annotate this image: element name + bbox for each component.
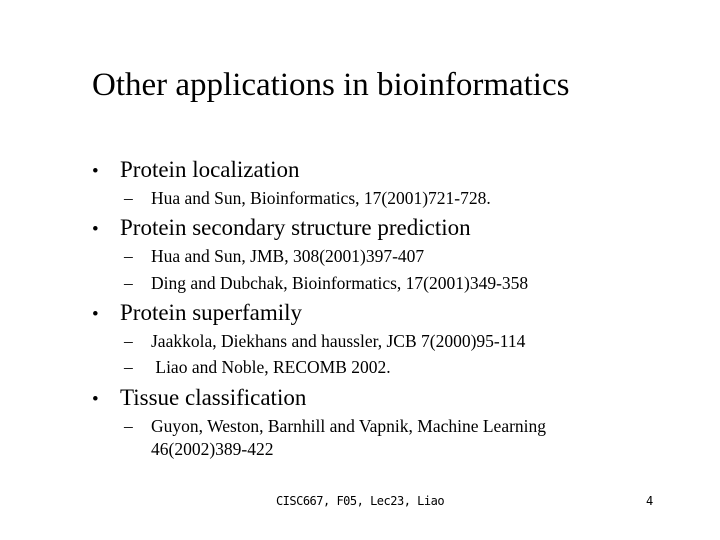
bullet-item-secondary-structure: [92, 216, 471, 239]
reference-text: Guyon, Weston, Barnhill and Vapnik, Machine Learning: [151, 416, 547, 436]
sub-item-reference: [124, 416, 546, 437]
sub-item-reference: [124, 246, 424, 267]
reference-text: 46(2002)389-422: [151, 439, 274, 459]
reference-text: Hua and Sun, JMB, 308(2001)397-407: [151, 246, 425, 266]
bullet-heading: Protein secondary structure prediction: [120, 215, 471, 240]
slide-title: Other applications in bioinformatics: [92, 67, 570, 103]
reference-text: Hua and Sun, Bioinformatics, 17(2001)721-728.: [151, 188, 491, 208]
bullet-heading: Protein superfamily: [120, 300, 303, 325]
reference-text: Liao and Noble, RECOMB 2002.: [151, 357, 391, 377]
reference-text: Ding and Dubchak, Bioinformatics, 17(2001)349-358: [151, 273, 529, 293]
sub-item-reference: [124, 331, 525, 352]
sub-item-continuation: [151, 439, 273, 460]
reference-text: Jaakkola, Diekhans and haussler, JCB 7(2000)95-114: [151, 331, 526, 351]
dash-icon: –: [124, 273, 133, 293]
page-number: 4: [646, 494, 654, 508]
dash-icon: –: [124, 331, 133, 351]
bullet-icon: •: [92, 161, 99, 182]
dash-icon: –: [124, 357, 133, 377]
bullet-item-tissue-classification: [92, 386, 306, 409]
dash-icon: –: [124, 188, 133, 208]
bullet-icon: •: [92, 304, 99, 325]
bullet-heading: Protein localization: [120, 157, 300, 182]
bullet-item-protein-localization: [92, 158, 299, 181]
dash-icon: –: [124, 246, 133, 266]
bullet-icon: •: [92, 389, 99, 410]
sub-item-reference: [124, 357, 391, 378]
dash-icon: –: [124, 416, 133, 436]
sub-item-reference: [124, 273, 528, 294]
bullet-icon: •: [92, 219, 99, 240]
bullet-heading: Tissue classification: [120, 385, 307, 410]
sub-item-reference: [124, 188, 491, 209]
bullet-item-protein-superfamily: [92, 301, 302, 324]
slide-footer: CISC667, F05, Lec23, Liao: [275, 494, 445, 508]
